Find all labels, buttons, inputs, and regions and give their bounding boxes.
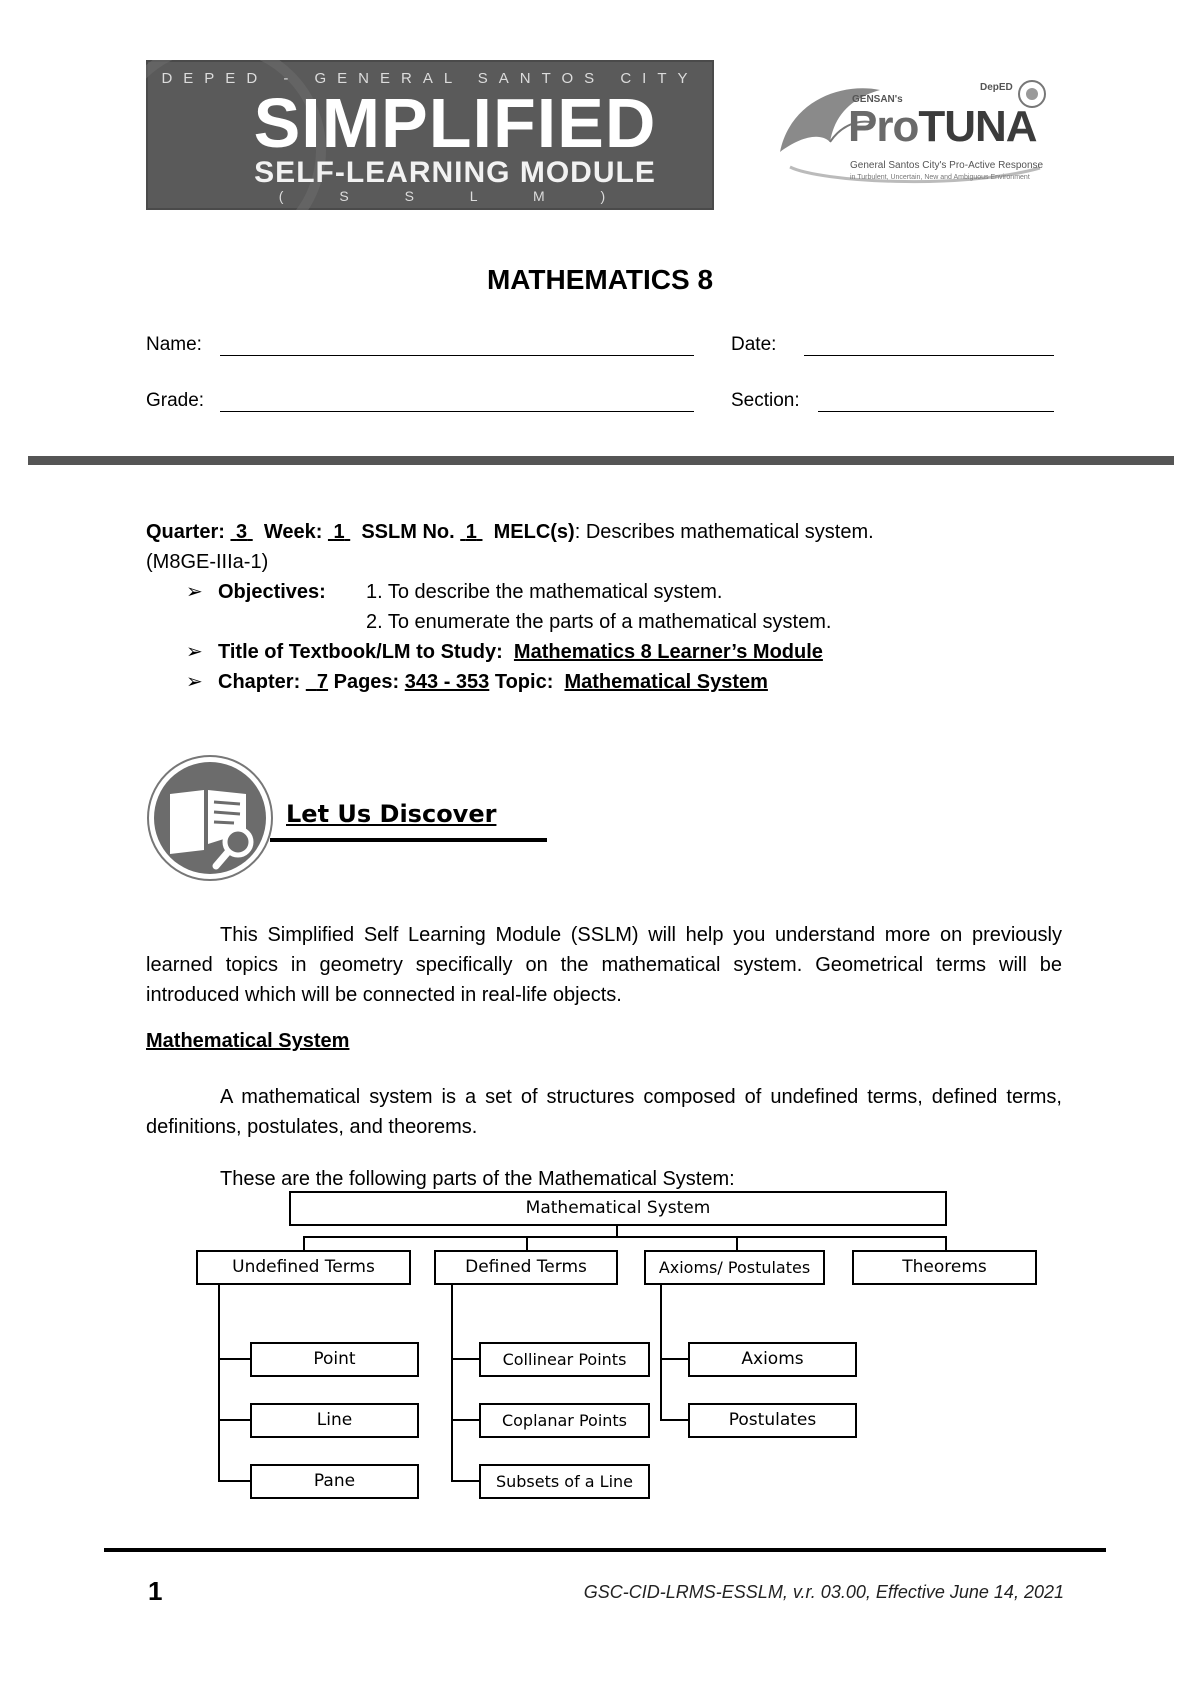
logo-tagline-2: in Turbulent, Uncertain, New and Ambiguous Environment: [850, 174, 1030, 181]
connector: [451, 1358, 481, 1360]
logo-tagline: General Santos City's Pro-Active Response: [850, 160, 1044, 171]
connector: [660, 1284, 662, 1420]
chapter-value: 7: [316, 671, 329, 693]
diagram-point: Point: [250, 1342, 419, 1377]
footer-rule: [104, 1548, 1106, 1552]
diagram-axioms-postulates: Axioms/ Postulates: [644, 1250, 825, 1285]
week-value: 1: [333, 521, 345, 543]
connector: [218, 1419, 252, 1421]
melc-label: MELC(s): [493, 521, 575, 543]
date-label: Date:: [731, 334, 777, 355]
logo-tuna: TUNA: [918, 102, 1037, 151]
chapter-label: Chapter:: [218, 671, 301, 693]
connector: [451, 1284, 453, 1482]
logo-gensan-text: GENSAN's: [852, 94, 903, 105]
logo-deped-text: DepED: [980, 82, 1013, 93]
objectives-arrow-icon: ➢: [186, 581, 203, 603]
sslm-value: 1: [465, 521, 477, 543]
objective-2: 2. To enumerate the parts of a mathematical system.: [366, 611, 832, 633]
sslm-label: SSLM No.: [361, 521, 455, 543]
connector: [303, 1236, 947, 1238]
melc-code: (M8GE-IIIa-1): [146, 551, 269, 573]
objectives-label: Objectives:: [218, 581, 326, 603]
name-label: Name:: [146, 334, 202, 355]
diagram-collinear-points: Collinear Points: [479, 1342, 650, 1377]
objective-1: 1. To describe the mathematical system.: [366, 581, 723, 603]
diagram-defined-terms: Defined Terms: [434, 1250, 618, 1285]
quarter-value: 3: [236, 521, 248, 543]
grade-label: Grade:: [146, 390, 205, 411]
pages-value: 343 - 353: [404, 671, 490, 693]
banner-top-text: DEPED - GENERAL SANTOS CITY: [161, 70, 699, 87]
banner-title: SIMPLIFIED: [253, 84, 657, 162]
diagram-root-box: Mathematical System: [289, 1191, 947, 1226]
diagram-theorems: Theorems: [852, 1250, 1037, 1285]
definition-paragraph: A mathematical system is a set of structures composed of undefined terms, defined terms, definitions, postulates, and theorems.: [146, 1086, 1062, 1138]
diagram-coplanar-points: Coplanar Points: [479, 1403, 650, 1438]
logo-pro: Pro: [848, 102, 919, 151]
connector: [660, 1419, 690, 1421]
connector: [218, 1480, 252, 1482]
diagram-postulates: Postulates: [688, 1403, 857, 1438]
topic-label: Topic:: [494, 671, 554, 693]
textbook-arrow-icon: ➢: [186, 641, 203, 663]
footer-reference: GSC-CID-LRMS-ESSLM, v.r. 03.00, Effective June 14, 2021: [583, 1582, 1064, 1602]
section-heading: Let Us Discover: [286, 800, 497, 828]
diagram-pane: Pane: [250, 1464, 419, 1499]
melc-text: : Describes mathematical system.: [574, 521, 874, 543]
banner-acronym: ( S S L M ): [278, 188, 632, 204]
section-label: Section:: [731, 390, 800, 411]
quarter-label: Quarter:: [146, 521, 225, 543]
connector: [218, 1284, 220, 1482]
diagram-undefined-terms: Undefined Terms: [196, 1250, 411, 1285]
connector: [218, 1358, 252, 1360]
week-label: Week:: [263, 521, 323, 543]
connector: [451, 1480, 481, 1482]
diagram-subsets-of-a-line: Subsets of a Line: [479, 1464, 650, 1499]
textbook-label: Title of Textbook/LM to Study:: [218, 641, 503, 663]
topic-value: Mathematical System: [564, 671, 768, 693]
connector: [660, 1358, 690, 1360]
pages-label: Pages:: [333, 671, 400, 693]
subheading: Mathematical System: [146, 1030, 350, 1052]
chapter-arrow-icon: ➢: [186, 671, 203, 693]
parts-intro: These are the following parts of the Mathematical System:: [220, 1168, 735, 1190]
banner-subtitle: SELF-LEARNING MODULE: [254, 156, 656, 189]
connector: [451, 1419, 481, 1421]
diagram-line: Line: [250, 1403, 419, 1438]
textbook-value: Mathematics 8 Learner’s Module: [513, 641, 823, 663]
diagram-axioms: Axioms: [688, 1342, 857, 1377]
page-number: 1: [148, 1576, 163, 1606]
intro-paragraph: This Simplified Self Learning Module (SSLM) will help you understand more on previously learned topics in geometry specifically on the mathematical system. Geometrical terms will be introduced which will be connected in real-life objects.: [146, 924, 1062, 1006]
page-title: MATHEMATICS 8: [486, 264, 714, 295]
